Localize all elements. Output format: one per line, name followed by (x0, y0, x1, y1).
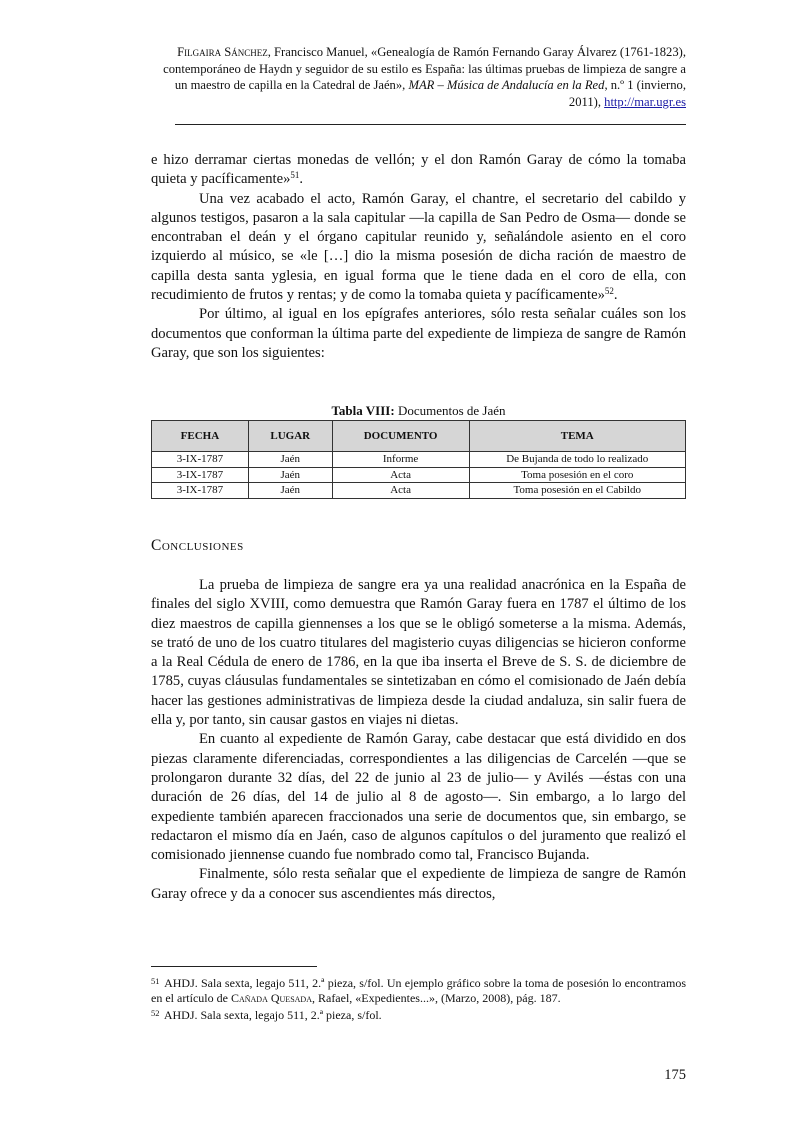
running-header (150, 44, 686, 110)
table-caption-text: Documentos de Jaén (394, 403, 506, 418)
cell-documento: Acta (332, 483, 469, 499)
footnote-divider (151, 966, 317, 967)
footnote-51 (151, 974, 686, 1006)
col-header-documento: DOCUMENTO (332, 421, 469, 452)
footnotes (151, 974, 686, 1024)
footnote-ref-51[interactable]: 51 (290, 170, 300, 181)
col-header-tema: TEMA (469, 421, 686, 452)
footnote-text: AHDJ. Sala sexta, legajo 511, 2.ª pieza, s/fol. (161, 1008, 382, 1023)
footnote-text: AHDJ. Sala sexta, legajo 511, 2.ª pieza, s/fol. Un ejemplo gráfico sobre la toma de posesión lo encontramos en el artículo de (151, 976, 686, 1006)
cell-tema: Toma posesión en el Cabildo (469, 483, 686, 499)
table-row (152, 452, 686, 468)
footnote-number: 51 (151, 976, 160, 986)
intro-p1-end: . (299, 171, 304, 188)
cell-lugar: Jaén (248, 467, 332, 483)
footnote-ref-52[interactable]: 52 (604, 286, 614, 297)
cell-lugar: Jaén (248, 452, 332, 468)
cell-fecha: 3-IX-1787 (152, 452, 249, 468)
intro-p2-text: Una vez acabado el acto, Ramón Garay, el chantre, el secretario del cabildo y algunos testigos, pasaron a la sala capitular —la capilla de San Pedro de Osma— donde se encontraban el deán y el órgano capitular reunido y, señalándole asiento en el coro izquierdo al músico, se «le […] dio la misma posesión de dicha ración de maestro de capilla desta santa yglesia, en igual forma que le tiene dada en el coro de ella, con recudimiento de frutos y rentas; y de como la tomaba quieta y pacíficamente» (151, 190, 686, 304)
col-header-lugar: LUGAR (248, 421, 332, 452)
documents-table (151, 420, 686, 499)
table-caption-label: Tabla VIII: (331, 403, 395, 418)
cell-lugar: Jaén (248, 483, 332, 499)
page-number: 175 (664, 1067, 686, 1083)
cell-fecha: 3-IX-1787 (152, 483, 249, 499)
conclusions-text (151, 576, 686, 904)
conclusions-paragraph-3: Finalmente, sólo resta señalar que el expediente de limpieza de sangre de Ramón Garay ofrece y da a conocer sus ascendientes más directos, (151, 866, 686, 902)
header-journal: MAR – Música de Andalucía en la Red (408, 78, 605, 93)
conclusions-paragraph-2: En cuanto al expediente de Ramón Garay, cabe destacar que está dividido en dos piezas claramente diferenciadas, correspondientes a las diligencias de Carcelén —que se prolongaron durante 32 días, del 22 de junio al 23 de julio— y Avilés —éstas con una duración de 26 días, del 14 de julio al 8 de agosto—. Sin embargo, a lo largo del expediente también aparecen fraccionados una serie de documentos que, sin embargo, se redactaron el mismo día en Jaén, caso de algunos capítulos o del juramento que realizó el comisionado jiennense cuando fue nombrado como tal, Francisco Bujanda. (151, 731, 686, 864)
footnote-number: 52 (151, 1008, 160, 1019)
cell-documento: Informe (332, 452, 469, 468)
header-citation: , Francisco Manuel, «Genealogía de Ramón Fernando Garay Álvarez (1761-1823), contemporáneo de Haydn y seguidor de su estilo es España: las últimas pruebas de limpieza de sangre a un maestro de capilla en la Catedral de Jaén», (163, 45, 686, 93)
footnote-52 (151, 1006, 686, 1023)
conclusions-paragraph-1: La prueba de limpieza de sangre era ya una realidad anacrónica en la España de finales del siglo XVIII, como demuestra que Ramón Garay fuera en 1787 el último de los diez maestros de capilla giennenses a los que se le obligó someterse a la misma. Además, se trató de uno de los cuatro titulares del magisterio cuyas diligencias se hicieron conforme a la Real Cédula de enero de 1786, en la que iba inserta el Breve de S. S. de diciembre de 1785, cuyas cláusulas fundamentales se sintetizaban en cómo el comisionado de Jaén debía hacer las gestiones administrativas de limpieza desde la ciudad andaluza, sin salir fuera de ella y, por tanto, sin causar gastos en viajes ni dietas. (151, 577, 686, 729)
table-row (152, 467, 686, 483)
section-heading: Conclusiones (151, 537, 244, 554)
footnote-author: Cañada Quesada (230, 991, 312, 1006)
cell-tema: Toma posesión en el coro (469, 467, 686, 483)
intro-text (151, 151, 686, 363)
intro-paragraph-2 (151, 190, 686, 306)
header-url-link[interactable]: http://mar.ugr.es (604, 94, 686, 109)
header-divider (175, 124, 686, 125)
table-row (152, 483, 686, 499)
cell-tema: De Bujanda de todo lo realizado (469, 452, 686, 468)
cell-documento: Acta (332, 467, 469, 483)
header-author: Filgaira Sánchez (177, 45, 268, 59)
intro-paragraph-3: Por último, al igual en los epígrafes anteriores, sólo resta señalar cuáles son los documentos que conforman la última parte del expediente de limpieza de sangre de Ramón Garay, que son los siguientes: (151, 306, 686, 361)
cell-fecha: 3-IX-1787 (152, 467, 249, 483)
intro-p1-text: e hizo derramar ciertas monedas de vellón; y el don Ramón Garay de cómo la tomaba quieta y pacíficamente» (151, 152, 686, 188)
table-header-row (152, 421, 686, 452)
header-issue: , n.º 1 (invierno, 2011), (568, 78, 686, 109)
table-caption (151, 403, 686, 419)
footnote-text-end: , Rafael, «Expedientes...», (Marzo, 2008), pág. 187. (311, 991, 561, 1006)
intro-p2-end: . (613, 287, 618, 304)
col-header-fecha: FECHA (152, 421, 249, 452)
intro-paragraph-1 (151, 151, 686, 190)
